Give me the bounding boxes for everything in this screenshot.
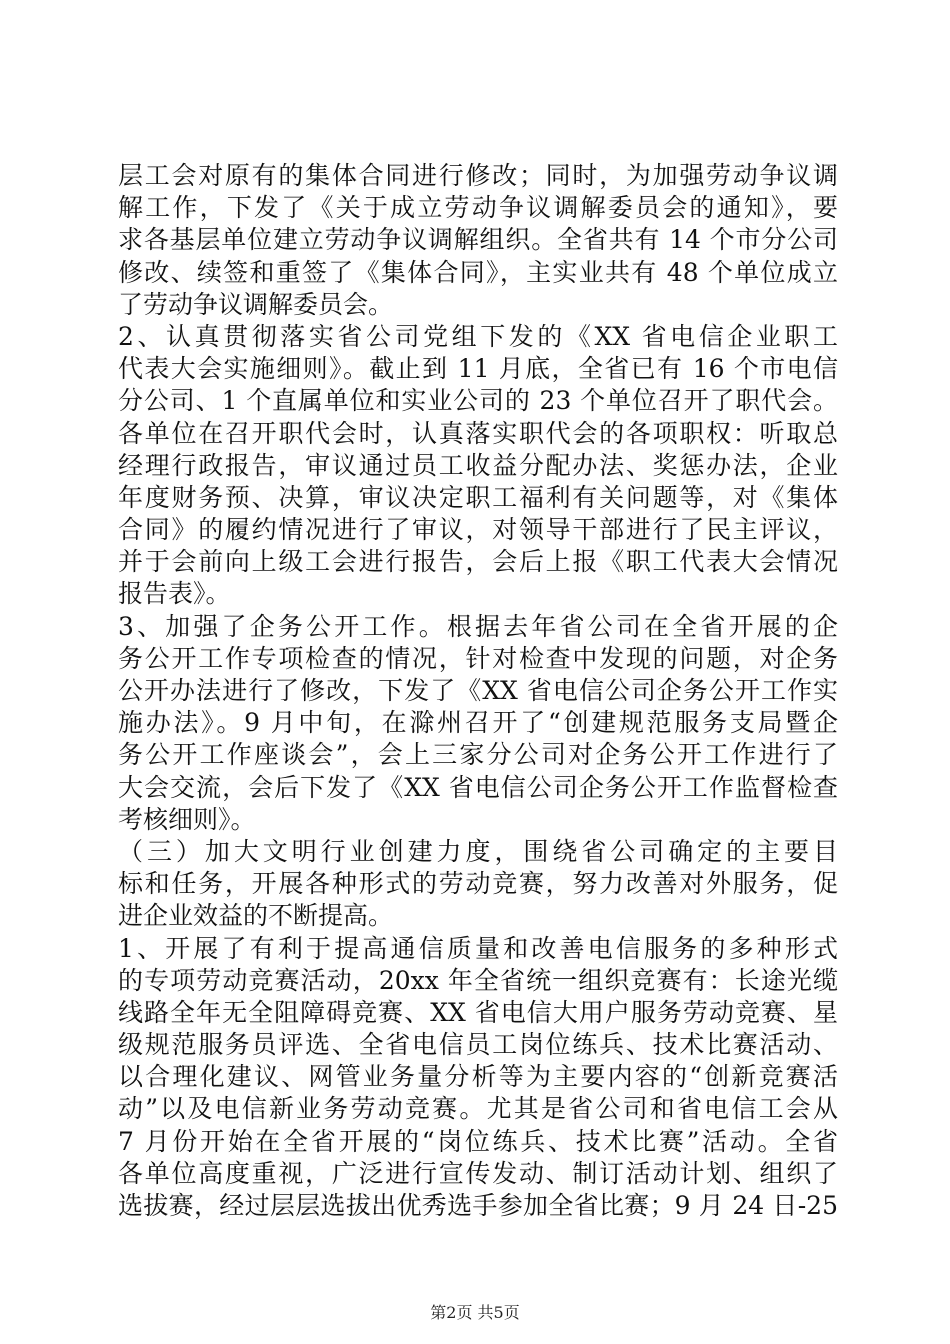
text-line: 选拔赛，经过层层选拔出优秀选手参加全省比赛；9 月 24 日-25: [118, 1191, 838, 1220]
text-line: 各单位在召开职代会时，认真落实职代会的各项职权：听取总: [118, 418, 838, 448]
text-line: 3、加强了企务公开工作。根据去年省公司在全省开展的企: [118, 611, 838, 641]
text-line: 务公开工作专项检查的情况，针对检查中发现的问题，对企务: [118, 643, 838, 673]
text-line: 了劳动争议调解委员会。: [118, 289, 394, 319]
text-line: 2、认真贯彻落实省公司党组下发的《XX 省电信企业职工: [118, 321, 838, 351]
text-line: 合同》的履约情况进行了审议，对领导干部进行了民主评议，: [118, 515, 838, 545]
text-line: 大会交流，会后下发了《XX 省电信公司企务公开工作监督检查: [118, 772, 838, 802]
text-line: 层工会对原有的集体合同进行修改；同时，为加强劳动争议调: [118, 161, 838, 190]
page-footer: 第2页 共5页: [430, 1303, 520, 1322]
text-line: 经理行政报告，审议通过员工收益分配办法、奖惩办法，企业: [118, 450, 838, 480]
text-line: 各单位高度重视，广泛进行宣传发动、制订活动计划、组织了: [118, 1158, 838, 1188]
text-line: 公开办法进行了修改，下发了《XX 省电信公司企务公开工作实: [118, 676, 838, 705]
text-line: 求各基层单位建立劳动争议调解组织。全省共有 14 个市分公司: [118, 225, 838, 255]
text-line: 分公司、1 个直属单位和实业公司的 23 个单位召开了职代会。: [118, 386, 838, 416]
text-line: 以合理化建议、网管业务量分析等为主要内容的“创新竞赛活: [118, 1062, 838, 1092]
text-line: 线路全年无全阻障碍竞赛、XX 省电信大用户服务劳动竞赛、星: [118, 997, 838, 1027]
text-line: 的专项劳动竞赛活动，20xx 年全省统一组织竞赛有：长途光缆: [118, 965, 838, 995]
text-line: 解工作，下发了《关于成立劳动争议调解委员会的通知》，要: [118, 193, 838, 223]
text-line: 务公开工作座谈会”，会上三家分公司对企务公开工作进行了: [118, 740, 838, 770]
text-line: 施办法》。9 月中旬，在滁州召开了“创建规范服务支局暨企: [118, 708, 838, 738]
text-line: 进企业效益的不断提高。: [118, 901, 394, 931]
text-line: 1、开展了有利于提高通信质量和改善电信服务的多种形式: [118, 933, 838, 963]
document-body: [118, 160, 838, 1222]
text-line: （三）加大文明行业创建力度，围绕省公司确定的主要目: [118, 836, 838, 866]
text-line: 考核细则》。: [118, 804, 256, 834]
text-line: 标和任务，开展各种形式的劳动竞赛，努力改善对外服务，促: [118, 869, 838, 899]
text-line: 报告表》。: [118, 579, 231, 609]
text-line: 级规范服务员评选、全省电信员工岗位练兵、技术比赛活动、: [118, 1030, 838, 1060]
text-line: 代表大会实施细则》。截止到 11 月底，全省已有 16 个市电信: [118, 354, 838, 384]
text-line: 年度财务预、决算，审议决定职工福利有关问题等，对《集体: [118, 482, 838, 512]
text-line: 7 月份开始在全省开展的“岗位练兵、技术比赛”活动。全省: [118, 1126, 838, 1156]
text-line: 并于会前向上级工会进行报告，会后上报《职工代表大会情况: [118, 547, 838, 577]
text-line: 动”以及电信新业务劳动竞赛。尤其是省公司和省电信工会从: [118, 1094, 838, 1124]
text-line: 修改、续签和重签了《集体合同》，主实业共有 48 个单位成立: [118, 257, 838, 287]
